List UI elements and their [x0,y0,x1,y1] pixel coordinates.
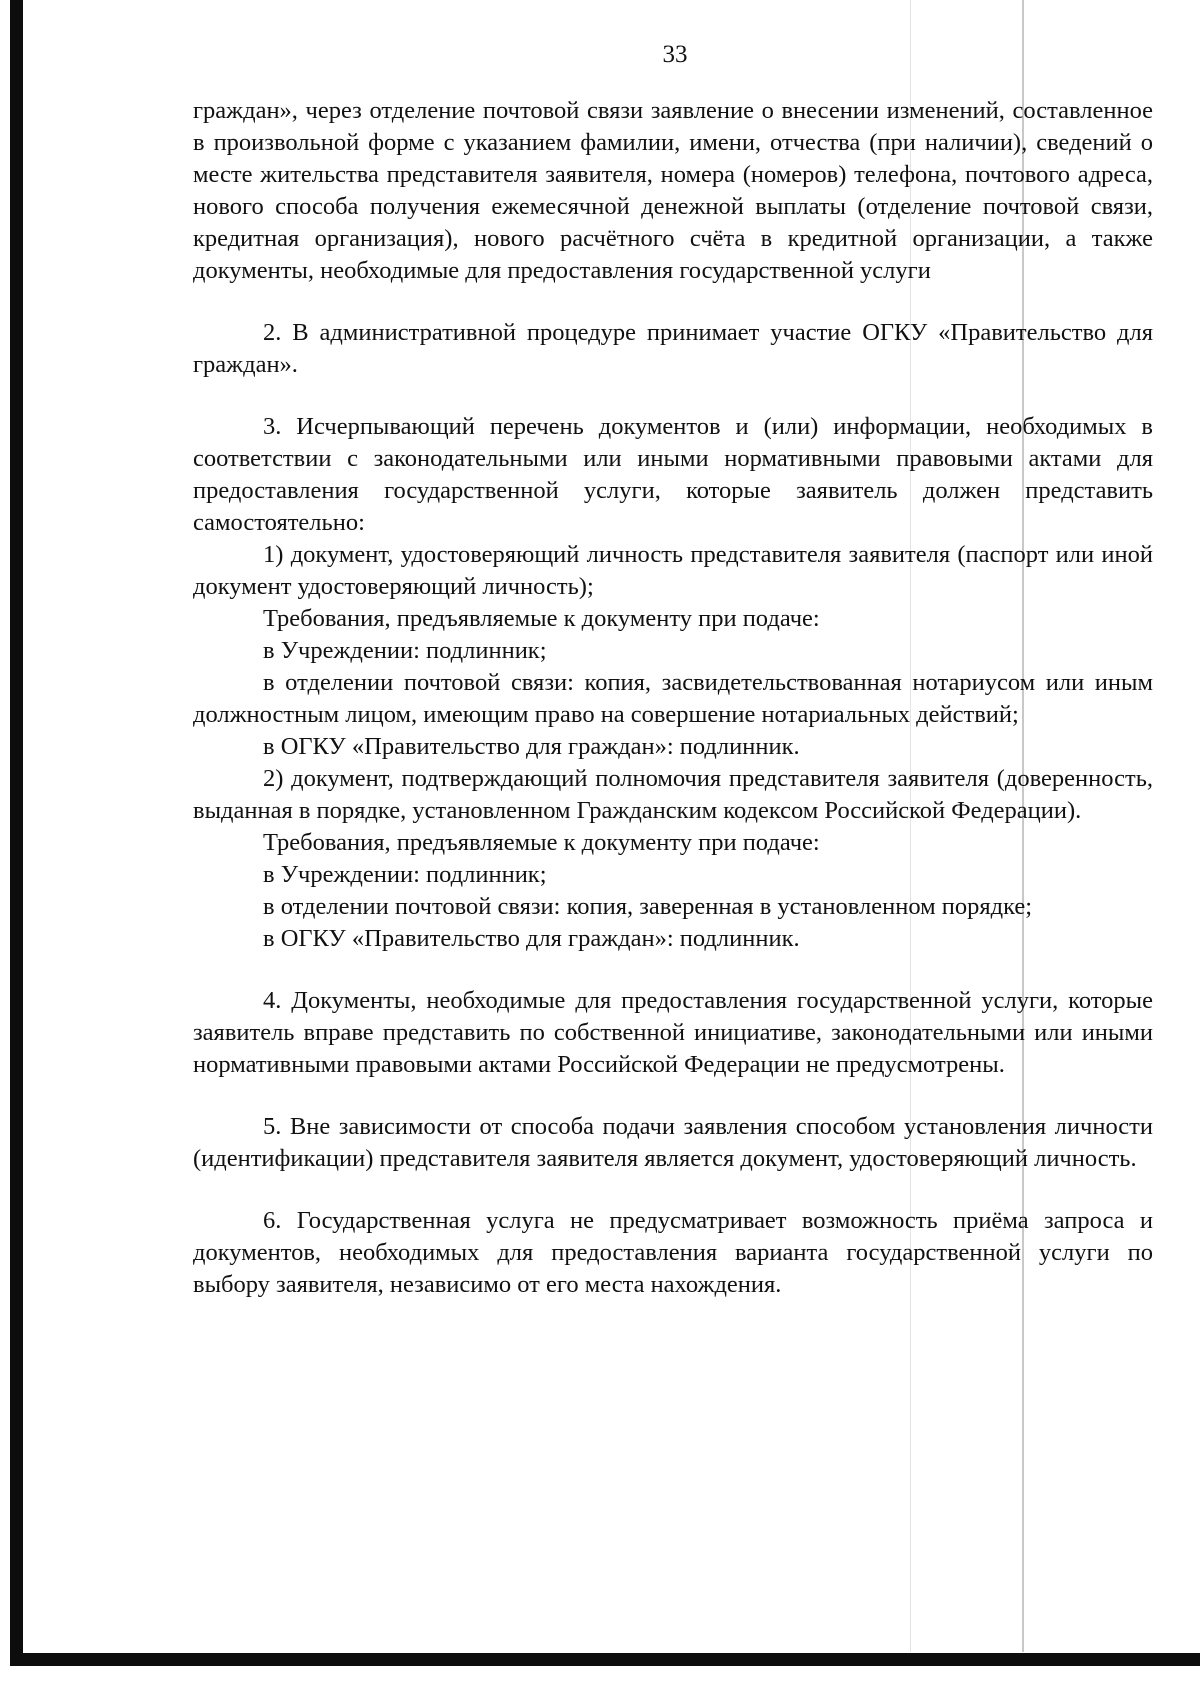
requirements-heading: Требования, предъявляемые к документу при подаче: [263,829,820,856]
paragraph-gap [193,287,1153,317]
paragraph-continuation: граждан», через отделение почтовой связи заявление о внесении изменений, составленное в произвольной форме с указанием фамилии, имени, отчества (при наличии), сведений о месте жительства представителя заявителя, номера (номеров) телефона, почтового адреса, нового способа получения ежемесячной денежной выплаты (отделение почтовой связи, кредитная организация), нового расчётного счёта в кредитной организации, а также документы, необходимые для предоставления государственной услуги [193,97,1153,284]
requirement-item: в отделении почтовой связи: копия, засвидетельствованная нотариусом или иным должностным лицом, имеющим право на совершение нотариальных действий; [193,669,1153,728]
paragraph-4: 4. Документы, необходимые для предоставления государственной услуги, которые заявитель вправе представить по собственной инициативе, законодательными или иными нормативными правовыми актами Российской Федерации не предусмотрены. [193,987,1153,1078]
paragraph-6: 6. Государственная услуга не предусматривает возможность приёма запроса и документов, необходимых для предоставления варианта государственной услуги по выбору заявителя, независимо от его места нахождения. [193,1207,1153,1298]
paragraph-3: 3. Исчерпывающий перечень документов и (или) информации, необходимых в соответствии с законодательными или иными нормативными правовыми актами для предоставления государственной услуги, которые заявитель должен представить самостоятельно: [193,413,1153,536]
requirement-item: в Учреждении: подлинник; [263,637,547,664]
page-number: 33 [662,41,688,68]
requirement-item: в ОГКУ «Правительство для граждан»: подлинник. [263,733,800,760]
document-body [193,95,1153,1301]
paragraph-gap [193,1081,1153,1111]
list-item-2: 2) документ, подтверждающий полномочия представителя заявителя (доверенность, выданная в порядке, установленном Гражданским кодексом Российской Федерации). [193,765,1153,824]
requirement-item: в отделении почтовой связи: копия, заверенная в установленном порядке; [263,893,1033,920]
scan-border-left [10,0,23,1660]
scan-border-bottom [10,1653,1200,1666]
requirement-item: в ОГКУ «Правительство для граждан»: подлинник. [263,925,800,952]
paragraph-gap [193,381,1153,411]
requirement-item: в Учреждении: подлинник; [263,861,547,888]
paragraph-gap [193,1175,1153,1205]
paragraph-gap [193,955,1153,985]
list-item-1: 1) документ, удостоверяющий личность представителя заявителя (паспорт или иной документ удостоверяющий личность); [193,541,1153,600]
requirements-heading: Требования, предъявляемые к документу при подаче: [263,605,820,632]
paragraph-2: 2. В административной процедуре принимает участие ОГКУ «Правительство для граждан». [193,319,1153,378]
paragraph-5: 5. Вне зависимости от способа подачи заявления способом установления личности (идентификации) представителя заявителя является документ, удостоверяющий личность. [193,1113,1153,1172]
